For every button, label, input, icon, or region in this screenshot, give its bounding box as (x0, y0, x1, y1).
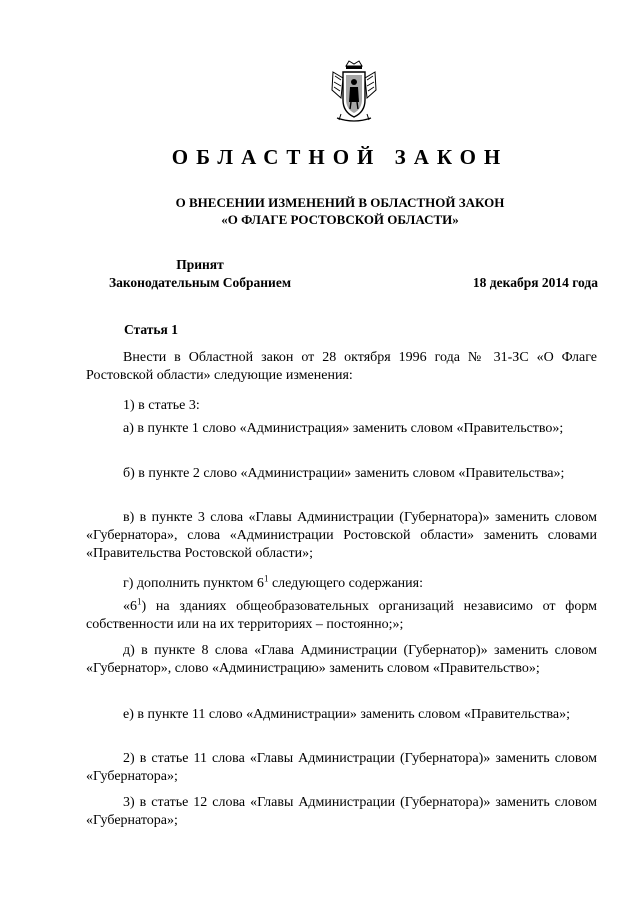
paragraph-segment: г) дополнить пунктом 6 (123, 576, 264, 591)
body-paragraph (86, 420, 597, 438)
paragraph-text: е) в пункте 11 слово «Администрации» заменить словом «Правительства»; (123, 707, 570, 722)
adopted-by: Законодательным Собранием (108, 275, 292, 290)
article-heading: Статья 1 (124, 322, 178, 337)
body-paragraph (86, 794, 597, 830)
adoption-date: 18 декабря 2014 года (472, 275, 598, 290)
paragraph-text: д) в пункте 8 слова «Глава Администрации (Губернатор)» заменить словом «Губернатор», слово «Администрацию» заменить словом «Правительство»; (86, 643, 597, 676)
superscript: 1 (137, 596, 142, 607)
superscript: 1 (263, 573, 269, 584)
body-paragraph (86, 465, 597, 483)
body-paragraph (86, 397, 597, 415)
paragraph-text (86, 575, 597, 593)
paragraph-text: в) в пункте 3 слова «Главы Администрации (Губернатора)» заменить словом «Губернатора», слова «Администрации Ростовской области» заменить словами «Правительства Ростовской области»; (86, 510, 597, 561)
adopted-label: Принят (176, 257, 224, 272)
document-title-line: «О ФЛАГЕ РОСТОВСКОЙ ОБЛАСТИ» (221, 212, 459, 227)
body-paragraph (86, 750, 597, 786)
body-paragraph (86, 509, 597, 563)
paragraph-text (86, 598, 597, 634)
body-paragraph (86, 349, 597, 385)
paragraph-segment: «6 (123, 599, 137, 614)
paragraph-segment: ) на зданиях общеобразовательных организаций независимо от форм собственности или на их территориях – постоянно;»; (86, 599, 597, 632)
body-paragraph (86, 642, 597, 678)
body-paragraph (86, 598, 597, 634)
paragraph-segment: следующего содержания: (268, 576, 423, 591)
paragraph-text: Внести в Областной закон от 28 октября 1996 года № 31-ЗС «О Флаге Ростовской области» следующие изменения: (86, 350, 597, 383)
document-title (0, 194, 640, 228)
document-type-heading: ОБЛАСТНОЙ ЗАКОН (171, 145, 509, 169)
document-title-line: О ВНЕСЕНИИ ИЗМЕНЕНИЙ В ОБЛАСТНОЙ ЗАКОН (175, 195, 505, 210)
paragraph-text: а) в пункте 1 слово «Администрация» заменить словом «Правительство»; (123, 421, 564, 436)
coat-of-arms-icon (329, 60, 379, 125)
body-paragraph (86, 706, 597, 724)
body-paragraph (86, 575, 597, 593)
paragraph-text: 1) в статье 3: (123, 398, 200, 413)
adoption-block (90, 256, 310, 292)
paragraph-text: 3) в статье 12 слова «Главы Администрации (Губернатора)» заменить словом «Губернатора»; (86, 795, 597, 828)
paragraph-text: 2) в статье 11 слова «Главы Администрации (Губернатора)» заменить словом «Губернатора»; (86, 751, 597, 784)
paragraph-text: б) в пункте 2 слово «Администрации» заменить словом «Правительства»; (123, 466, 565, 481)
